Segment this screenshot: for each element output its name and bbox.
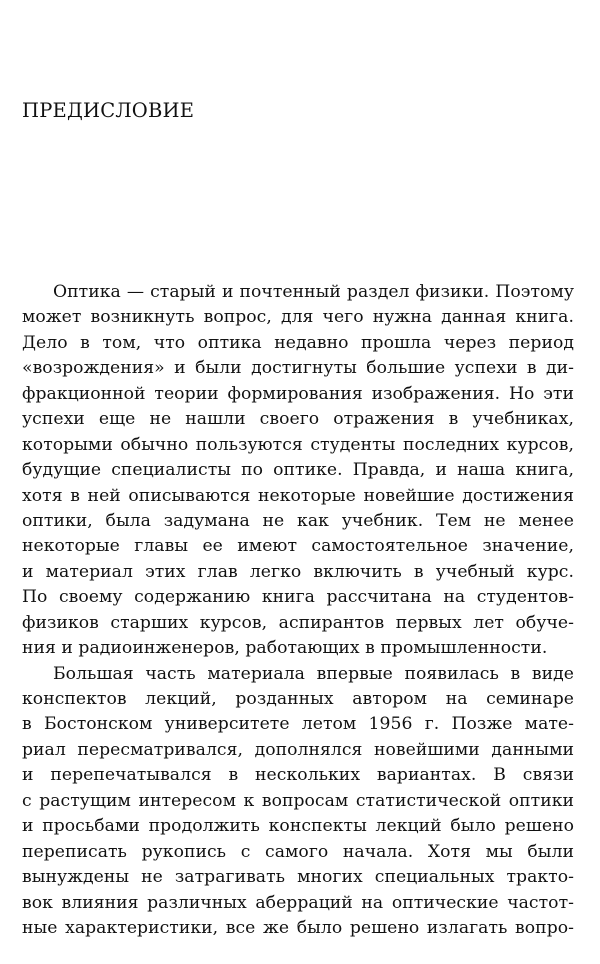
text-line: и просьбами продолжить конспекты лекций было решено <box>22 816 574 837</box>
text-line: и перепечатывался в нескольких вариантах. В связи <box>22 765 574 786</box>
text-line: хотя в ней описываются некоторые новейшие достижения <box>22 485 574 506</box>
text-line: «возрождения» и были достигнуты большие успехи в ди- <box>22 358 574 379</box>
text-line: может возникнуть вопрос, для чего нужна данная книга. <box>22 307 574 328</box>
text-line: в Бостонском университете летом 1956 г. Позже мате- <box>22 714 574 735</box>
text-line: вок влияния различных аберраций на оптические частот- <box>22 892 574 913</box>
text-line: оптики, была задумана не как учебник. Тем не менее <box>22 510 574 531</box>
text-line: По своему содержанию книга рассчитана на студентов- <box>22 587 574 608</box>
text-line: фракционной теории формирования изображения. Но эти <box>22 383 574 404</box>
text-line: которыми обычно пользуются студенты последних курсов, <box>22 434 574 455</box>
text-line: и материал этих глав легко включить в учебный курс. <box>22 561 574 582</box>
text-line: Большая часть материала впервые появилась в виде <box>53 663 574 684</box>
text-line: будущие специалисты по оптике. Правда, и наша книга, <box>22 460 574 481</box>
text-line: ные характеристики, все же было решено излагать вопро- <box>22 917 574 938</box>
text-line: с растущим интересом к вопросам статистической оптики <box>22 790 574 811</box>
text-line: конспектов лекций, розданных автором на семинаре <box>22 689 574 709</box>
body-text <box>22 280 574 941</box>
text-line: некоторые главы ее имеют самостоятельное значение, <box>22 536 574 557</box>
text-line: вынуждены не затрагивать многих специальных тракто- <box>22 867 574 888</box>
text-line: риал пересматривался, дополнялся новейшими данными <box>22 739 574 760</box>
page-heading: ПРЕДИСЛОВИЕ <box>22 99 195 122</box>
text-line: Оптика — старый и почтенный раздел физики. Поэтому <box>53 282 574 302</box>
text-line: физиков старших курсов, аспирантов первых лет обуче- <box>22 612 574 633</box>
text-line: переписать рукопись с самого начала. Хотя мы были <box>22 841 574 862</box>
paragraph-2 <box>22 662 574 942</box>
text-line: Дело в том, что оптика недавно прошла через период <box>22 332 574 353</box>
paragraph-1 <box>22 280 574 662</box>
text-line: ния и радиоинженеров, работающих в промышленности. <box>22 638 548 659</box>
text-line: успехи еще не нашли своего отражения в учебниках, <box>22 409 574 430</box>
